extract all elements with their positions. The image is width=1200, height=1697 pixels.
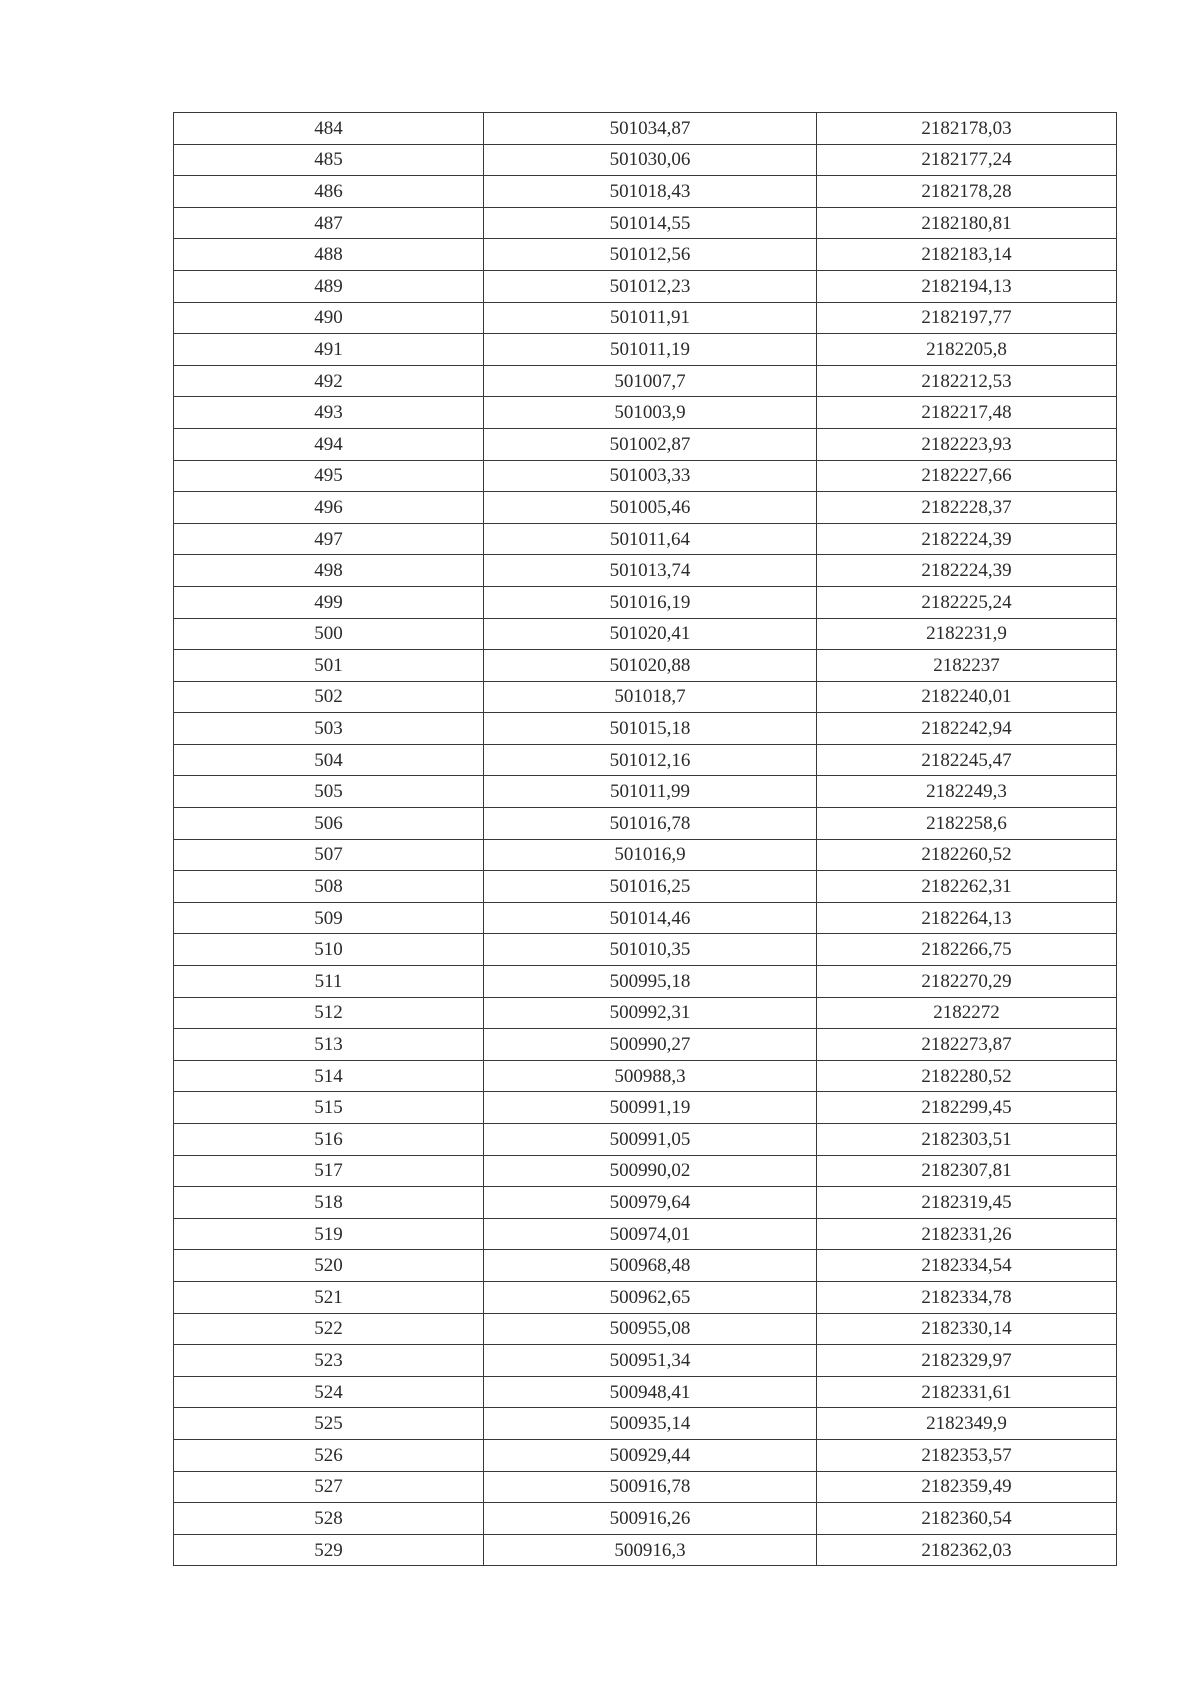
y-coordinate-cell: 2182194,13 [817, 270, 1117, 302]
point-number-cell: 492 [174, 365, 484, 397]
x-coordinate-cell: 500991,19 [484, 1092, 817, 1124]
table-row [174, 713, 1117, 745]
point-number-cell: 519 [174, 1218, 484, 1250]
table-row [174, 1439, 1117, 1471]
y-coordinate-cell: 2182331,26 [817, 1218, 1117, 1250]
point-number-cell: 500 [174, 618, 484, 650]
point-number-cell: 515 [174, 1092, 484, 1124]
x-coordinate-cell: 501011,64 [484, 523, 817, 555]
table-row [174, 460, 1117, 492]
y-coordinate-cell: 2182177,24 [817, 144, 1117, 176]
table-row [174, 1534, 1117, 1566]
coordinates-table [173, 112, 1117, 1566]
point-number-cell: 528 [174, 1503, 484, 1535]
point-number-cell: 502 [174, 681, 484, 713]
table-row [174, 239, 1117, 271]
x-coordinate-cell: 501011,19 [484, 334, 817, 366]
point-number-cell: 511 [174, 966, 484, 998]
table-row [174, 1503, 1117, 1535]
table-row [174, 934, 1117, 966]
x-coordinate-cell: 500929,44 [484, 1439, 817, 1471]
y-coordinate-cell: 2182329,97 [817, 1345, 1117, 1377]
point-number-cell: 485 [174, 144, 484, 176]
coordinates-table-body [174, 113, 1117, 1566]
y-coordinate-cell: 2182362,03 [817, 1534, 1117, 1566]
x-coordinate-cell: 501007,7 [484, 365, 817, 397]
x-coordinate-cell: 500995,18 [484, 966, 817, 998]
table-row [174, 650, 1117, 682]
y-coordinate-cell: 2182273,87 [817, 1029, 1117, 1061]
y-coordinate-cell: 2182270,29 [817, 966, 1117, 998]
table-row [174, 207, 1117, 239]
table-row [174, 1408, 1117, 1440]
point-number-cell: 521 [174, 1281, 484, 1313]
x-coordinate-cell: 501003,33 [484, 460, 817, 492]
table-row [174, 902, 1117, 934]
y-coordinate-cell: 2182264,13 [817, 902, 1117, 934]
point-number-cell: 490 [174, 302, 484, 334]
table-row [174, 1313, 1117, 1345]
x-coordinate-cell: 500916,78 [484, 1471, 817, 1503]
x-coordinate-cell: 501013,74 [484, 555, 817, 587]
x-coordinate-cell: 501012,16 [484, 744, 817, 776]
y-coordinate-cell: 2182319,45 [817, 1187, 1117, 1219]
table-row [174, 1250, 1117, 1282]
y-coordinate-cell: 2182272 [817, 997, 1117, 1029]
point-number-cell: 497 [174, 523, 484, 555]
table-row [174, 776, 1117, 808]
point-number-cell: 522 [174, 1313, 484, 1345]
y-coordinate-cell: 2182205,8 [817, 334, 1117, 366]
point-number-cell: 526 [174, 1439, 484, 1471]
x-coordinate-cell: 500990,27 [484, 1029, 817, 1061]
table-row [174, 871, 1117, 903]
x-coordinate-cell: 500916,3 [484, 1534, 817, 1566]
y-coordinate-cell: 2182334,78 [817, 1281, 1117, 1313]
y-coordinate-cell: 2182178,28 [817, 176, 1117, 208]
x-coordinate-cell: 500974,01 [484, 1218, 817, 1250]
x-coordinate-cell: 501014,55 [484, 207, 817, 239]
x-coordinate-cell: 500935,14 [484, 1408, 817, 1440]
point-number-cell: 501 [174, 650, 484, 682]
point-number-cell: 503 [174, 713, 484, 745]
y-coordinate-cell: 2182242,94 [817, 713, 1117, 745]
point-number-cell: 506 [174, 808, 484, 840]
point-number-cell: 529 [174, 1534, 484, 1566]
point-number-cell: 504 [174, 744, 484, 776]
y-coordinate-cell: 2182237 [817, 650, 1117, 682]
y-coordinate-cell: 2182331,61 [817, 1376, 1117, 1408]
x-coordinate-cell: 501003,9 [484, 397, 817, 429]
point-number-cell: 493 [174, 397, 484, 429]
x-coordinate-cell: 501011,91 [484, 302, 817, 334]
point-number-cell: 517 [174, 1155, 484, 1187]
point-number-cell: 514 [174, 1060, 484, 1092]
point-number-cell: 516 [174, 1124, 484, 1156]
y-coordinate-cell: 2182224,39 [817, 523, 1117, 555]
table-row [174, 397, 1117, 429]
y-coordinate-cell: 2182197,77 [817, 302, 1117, 334]
point-number-cell: 491 [174, 334, 484, 366]
y-coordinate-cell: 2182224,39 [817, 555, 1117, 587]
x-coordinate-cell: 500951,34 [484, 1345, 817, 1377]
x-coordinate-cell: 501014,46 [484, 902, 817, 934]
table-row [174, 523, 1117, 555]
point-number-cell: 496 [174, 492, 484, 524]
x-coordinate-cell: 501002,87 [484, 428, 817, 460]
table-row [174, 492, 1117, 524]
y-coordinate-cell: 2182223,93 [817, 428, 1117, 460]
table-row [174, 1060, 1117, 1092]
point-number-cell: 484 [174, 113, 484, 145]
x-coordinate-cell: 501011,99 [484, 776, 817, 808]
table-row [174, 1471, 1117, 1503]
y-coordinate-cell: 2182307,81 [817, 1155, 1117, 1187]
y-coordinate-cell: 2182183,14 [817, 239, 1117, 271]
point-number-cell: 510 [174, 934, 484, 966]
x-coordinate-cell: 501015,18 [484, 713, 817, 745]
point-number-cell: 518 [174, 1187, 484, 1219]
table-row [174, 1124, 1117, 1156]
table-row [174, 1376, 1117, 1408]
y-coordinate-cell: 2182180,81 [817, 207, 1117, 239]
y-coordinate-cell: 2182349,9 [817, 1408, 1117, 1440]
y-coordinate-cell: 2182280,52 [817, 1060, 1117, 1092]
y-coordinate-cell: 2182225,24 [817, 586, 1117, 618]
table-row [174, 428, 1117, 460]
y-coordinate-cell: 2182353,57 [817, 1439, 1117, 1471]
table-row [174, 365, 1117, 397]
table-row [174, 555, 1117, 587]
table-row [174, 586, 1117, 618]
table-row [174, 1281, 1117, 1313]
point-number-cell: 524 [174, 1376, 484, 1408]
table-row [174, 1029, 1117, 1061]
point-number-cell: 495 [174, 460, 484, 492]
point-number-cell: 499 [174, 586, 484, 618]
y-coordinate-cell: 2182228,37 [817, 492, 1117, 524]
point-number-cell: 494 [174, 428, 484, 460]
y-coordinate-cell: 2182330,14 [817, 1313, 1117, 1345]
x-coordinate-cell: 501034,87 [484, 113, 817, 145]
x-coordinate-cell: 501020,88 [484, 650, 817, 682]
x-coordinate-cell: 500968,48 [484, 1250, 817, 1282]
x-coordinate-cell: 500988,3 [484, 1060, 817, 1092]
point-number-cell: 512 [174, 997, 484, 1029]
table-row [174, 1187, 1117, 1219]
x-coordinate-cell: 500979,64 [484, 1187, 817, 1219]
y-coordinate-cell: 2182262,31 [817, 871, 1117, 903]
y-coordinate-cell: 2182178,03 [817, 113, 1117, 145]
y-coordinate-cell: 2182360,54 [817, 1503, 1117, 1535]
point-number-cell: 505 [174, 776, 484, 808]
x-coordinate-cell: 501016,19 [484, 586, 817, 618]
y-coordinate-cell: 2182359,49 [817, 1471, 1117, 1503]
y-coordinate-cell: 2182258,6 [817, 808, 1117, 840]
x-coordinate-cell: 501018,43 [484, 176, 817, 208]
table-row [174, 1345, 1117, 1377]
table-row [174, 176, 1117, 208]
table-row [174, 1155, 1117, 1187]
y-coordinate-cell: 2182212,53 [817, 365, 1117, 397]
table-row [174, 618, 1117, 650]
x-coordinate-cell: 501016,25 [484, 871, 817, 903]
point-number-cell: 527 [174, 1471, 484, 1503]
y-coordinate-cell: 2182334,54 [817, 1250, 1117, 1282]
table-row [174, 839, 1117, 871]
x-coordinate-cell: 501005,46 [484, 492, 817, 524]
x-coordinate-cell: 500948,41 [484, 1376, 817, 1408]
y-coordinate-cell: 2182266,75 [817, 934, 1117, 966]
point-number-cell: 520 [174, 1250, 484, 1282]
table-row [174, 808, 1117, 840]
y-coordinate-cell: 2182227,66 [817, 460, 1117, 492]
x-coordinate-cell: 501012,56 [484, 239, 817, 271]
point-number-cell: 507 [174, 839, 484, 871]
x-coordinate-cell: 501016,78 [484, 808, 817, 840]
x-coordinate-cell: 500992,31 [484, 997, 817, 1029]
x-coordinate-cell: 500916,26 [484, 1503, 817, 1535]
point-number-cell: 525 [174, 1408, 484, 1440]
x-coordinate-cell: 501016,9 [484, 839, 817, 871]
y-coordinate-cell: 2182249,3 [817, 776, 1117, 808]
point-number-cell: 489 [174, 270, 484, 302]
x-coordinate-cell: 500955,08 [484, 1313, 817, 1345]
y-coordinate-cell: 2182299,45 [817, 1092, 1117, 1124]
x-coordinate-cell: 500991,05 [484, 1124, 817, 1156]
table-row [174, 681, 1117, 713]
y-coordinate-cell: 2182231,9 [817, 618, 1117, 650]
point-number-cell: 488 [174, 239, 484, 271]
table-row [174, 302, 1117, 334]
point-number-cell: 487 [174, 207, 484, 239]
y-coordinate-cell: 2182303,51 [817, 1124, 1117, 1156]
table-row [174, 334, 1117, 366]
x-coordinate-cell: 500990,02 [484, 1155, 817, 1187]
x-coordinate-cell: 501020,41 [484, 618, 817, 650]
point-number-cell: 498 [174, 555, 484, 587]
y-coordinate-cell: 2182240,01 [817, 681, 1117, 713]
table-row [174, 1092, 1117, 1124]
table-row [174, 997, 1117, 1029]
table-row [174, 744, 1117, 776]
y-coordinate-cell: 2182245,47 [817, 744, 1117, 776]
x-coordinate-cell: 501010,35 [484, 934, 817, 966]
x-coordinate-cell: 501012,23 [484, 270, 817, 302]
point-number-cell: 508 [174, 871, 484, 903]
point-number-cell: 509 [174, 902, 484, 934]
x-coordinate-cell: 500962,65 [484, 1281, 817, 1313]
y-coordinate-cell: 2182260,52 [817, 839, 1117, 871]
point-number-cell: 523 [174, 1345, 484, 1377]
table-row [174, 1218, 1117, 1250]
point-number-cell: 513 [174, 1029, 484, 1061]
x-coordinate-cell: 501018,7 [484, 681, 817, 713]
y-coordinate-cell: 2182217,48 [817, 397, 1117, 429]
coordinates-page [173, 112, 1116, 1566]
table-row [174, 144, 1117, 176]
table-row [174, 270, 1117, 302]
table-row [174, 113, 1117, 145]
point-number-cell: 486 [174, 176, 484, 208]
table-row [174, 966, 1117, 998]
x-coordinate-cell: 501030,06 [484, 144, 817, 176]
